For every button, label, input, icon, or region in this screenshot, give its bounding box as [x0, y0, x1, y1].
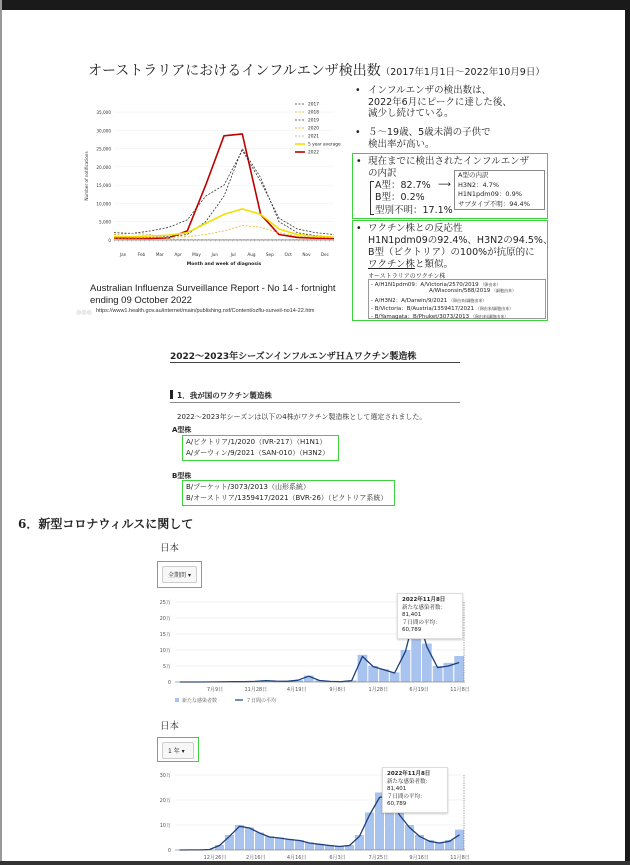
x-tick-label: Aug — [247, 252, 256, 257]
case-bar — [390, 672, 400, 682]
x-tick-label: 1月28日 — [368, 687, 389, 693]
a-h3n2: H3N2：4.7% — [458, 180, 500, 189]
x-tick-label: 2月16日 — [246, 855, 266, 861]
vaccine-subhead: 1．我が国のワクチン製造株 — [170, 390, 460, 403]
vaccine-strain-3: - A/H3N2：A/Darwin/9/2021 （卵由来/細胞由来） — [371, 298, 487, 304]
y-axis-label: Number of notifications — [84, 151, 89, 201]
section-divider — [170, 362, 460, 363]
type-a-strain-2: A/ダーウィン/9/2021（SAN-010）（H3N2） — [186, 449, 330, 457]
y-tick-label: 10万 — [159, 823, 171, 829]
vaccine-reactivity-box: • ワクチン株との反応性 H1N1pdm09の92.4%、H3N2の94.5%、 B型（ビクトリア）の100%が抗原的に ワクチン株と類似。 オーストラリアのワクチン株 - A/H1N1pdm09：A/Victoria/2570/2019 （卵由来） A/Wisconsin/588/2019 （細胞由来） - A/H3N2：A/Darwin/9/2021 （卵由来/細胞由来） - B/Victoria：B/Austria/1359417/2021 （卵由来/細胞由来） - B/Yamagata：B/Phuket/3073/2013 （卵由来/細胞由来） — [352, 220, 548, 321]
x-tick-label: Jul — [230, 252, 236, 257]
type-unknown-share: 型別不明：17.1% — [375, 205, 453, 216]
y-tick-label: 20万 — [159, 798, 171, 804]
vaccine-strain-2: A/Wisconsin/588/2019 （細胞由来） — [429, 288, 517, 294]
chart-caption: Australian Influenza Surveillance Report - No 14 - fortnight ending 09 October 2022 — [90, 283, 336, 306]
x-tick-label: Dec — [320, 252, 329, 257]
y-tick-label: 0 — [167, 680, 171, 686]
x-tick-label: 4月19日 — [286, 687, 307, 693]
type-a-heading: A型株 — [172, 426, 192, 434]
type-b-strain-1: B/プーケット/3073/2013（山形系統） — [186, 483, 310, 491]
y-tick-label: 30,000 — [96, 128, 111, 134]
type-a-share: A型：82.7% — [375, 180, 431, 191]
reactivity-line-2: H1N1pdm09の92.4%、H3N2の94.5%、 — [368, 235, 553, 246]
reactivity-line-3: B型（ビクトリア）の100%が抗原的に — [368, 247, 535, 258]
type-b-heading: B型株 — [172, 472, 192, 480]
series-line-2022 — [114, 134, 334, 239]
source-url: https://www1.health.gov.au/internet/main/publishing.nsf/Content/ozflu-surveil-no14-22.htm — [96, 308, 315, 314]
x-axis-label: Month and week of diagnosis — [186, 262, 262, 267]
y-tick-label: 20万 — [159, 616, 171, 622]
bottom-frame-bar — [0, 861, 630, 865]
aus-vaccine-title: オーストラリアのワクチン株 — [368, 273, 446, 280]
arrow-icon: ⟶ — [438, 180, 451, 190]
legend-label: 2018 — [308, 110, 319, 116]
type-a-strains-box — [182, 435, 339, 461]
influenza-chart — [80, 100, 355, 275]
a-unknown: サブタイプ不明：94.4% — [458, 199, 530, 208]
legend-label: 2020 — [308, 126, 319, 132]
x-tick-label: 9月16日 — [409, 855, 429, 861]
legend-label: 5 year average — [308, 142, 341, 148]
x-tick-label: 12月26日 — [203, 855, 227, 861]
x-tick-label: Jun — [211, 252, 219, 257]
x-tick-label: May — [192, 252, 201, 257]
y-tick-label: 25,000 — [96, 146, 111, 152]
case-bar — [368, 666, 378, 682]
x-tick-label: Mar — [155, 252, 164, 257]
type-b-share: B型：0.2% — [375, 192, 425, 203]
x-tick-label: Feb — [137, 252, 146, 257]
legend-label: 2017 — [308, 102, 319, 108]
vaccine-intro: 2022～2023年シーズンは以下の4株がワクチン製造株として選定されました。 — [177, 413, 427, 421]
series-line-5-year-average — [114, 209, 334, 237]
panel2-dropdown-highlight — [157, 737, 199, 762]
case-bar — [433, 666, 443, 682]
x-tick-label: 7月9日 — [206, 687, 224, 693]
vaccine-strain-5: - B/Yamagata：B/Phuket/3073/2013 （卵由来/細胞由来） — [371, 314, 509, 320]
case-bar — [454, 656, 464, 682]
panel2-country: 日本 — [160, 721, 180, 732]
case-bar — [245, 828, 254, 851]
y-tick-label: 15万 — [159, 632, 171, 638]
y-tick-label: 15,000 — [96, 183, 111, 189]
case-bar — [422, 644, 432, 682]
right-frame-bar — [625, 0, 630, 865]
case-bar — [285, 839, 294, 850]
period-dropdown-1y[interactable]: 1 年 ▾ — [162, 742, 194, 759]
legend-label: 2019 — [308, 118, 319, 124]
panel1-dropdown-highlight — [157, 561, 202, 588]
x-tick-label: 9月8日 — [329, 687, 346, 693]
period-dropdown[interactable]: 全期間 ▾ — [162, 566, 197, 583]
reactivity-line-4: ワクチン株と類似。 — [368, 259, 454, 270]
panel1-tooltip: 2022年11月8日 新たな感染者数：81,401 ７日間の平均：60,789 — [397, 593, 463, 639]
breakdown-heading: 現在までに検出されたインフルエンザ の内訳 — [368, 156, 530, 179]
legend-swatch-cases — [175, 698, 179, 702]
x-tick-label: 11月8日 — [450, 687, 470, 693]
legend-label: 新たな感染者数 — [182, 698, 218, 704]
breakdown-box: • 現在までに検出されたインフルエンザ の内訳 A型：82.7% B型：0.2% 型別不明：17.1% ⟶ A型の内訳 H3N2：4.7% H1N1pdm09：0.9% サブタイプ不明：94.4% — [352, 153, 548, 219]
case-bar — [275, 838, 284, 851]
legend-label: ７日間の平均 — [246, 698, 277, 704]
series-line-2017 — [114, 149, 334, 238]
a-h1n1: H1N1pdm09：0.9% — [458, 190, 522, 198]
legend-label: 2021 — [308, 134, 319, 140]
y-tick-label: 10万 — [159, 648, 171, 654]
type-b-strains-box — [182, 480, 395, 506]
x-tick-label: 11月28日 — [244, 687, 268, 693]
x-tick-label: 11月8日 — [450, 855, 470, 861]
vaccine-strain-4: - B/Victoria：B/Austria/1359417/2021 （卵由来/細胞由来） — [371, 306, 514, 312]
case-bar — [365, 813, 374, 851]
a-breakdown-title: A型の内訳 — [458, 171, 489, 179]
watermark: ◎◎◎ — [76, 309, 92, 316]
type-a-strain-1: A/ビクトリア/1/2020（IVR-217）（H1N1） — [186, 438, 327, 446]
x-tick-label: Nov — [302, 252, 311, 257]
top-frame-bar — [0, 0, 630, 10]
dropdown-caret-icon: ▾ — [187, 572, 191, 579]
y-tick-label: 5万 — [162, 664, 171, 670]
y-tick-label: 30万 — [159, 773, 171, 779]
x-tick-label: Oct — [284, 252, 292, 257]
type-b-strain-2: B/オーストリア/1359417/2021（BVR-26）（ビクトリア系統） — [186, 494, 388, 502]
vaccine-section-title: 2022～2023年シーズンインフルエンザＨＡワクチン製造株 — [170, 352, 417, 362]
x-tick-label: Apr — [174, 252, 182, 257]
case-bar — [255, 833, 264, 851]
x-tick-label: 6月3日 — [329, 855, 346, 861]
case-bar — [455, 830, 464, 850]
case-bar — [225, 835, 234, 850]
y-tick-label: 25万 — [159, 600, 171, 606]
y-tick-label: 5,000 — [99, 219, 111, 225]
x-tick-label: 4月16日 — [286, 855, 307, 861]
x-tick-label: Jan — [119, 252, 127, 257]
legend-label: 2022 — [308, 150, 319, 156]
case-bar — [265, 836, 274, 850]
reactivity-heading: ワクチン株との反応性 — [368, 223, 463, 234]
panel1-country: 日本 — [160, 543, 180, 554]
panel2-tooltip: 2022年11月8日 新たな感染者数：81,401 ７日間の平均：60,789 — [382, 767, 448, 813]
vaccine-strain-1: - A/H1N1pdm09：A/Victoria/2570/2019 （卵由来） — [371, 282, 501, 288]
y-tick-label: 35,000 — [96, 110, 111, 115]
y-tick-label: 0 — [108, 238, 111, 243]
y-tick-label: 10,000 — [96, 201, 111, 207]
case-bar — [405, 825, 414, 850]
y-tick-label: 20,000 — [96, 164, 111, 170]
case-bar — [355, 835, 364, 850]
x-tick-label: 6月19日 — [409, 687, 429, 693]
dropdown-caret-icon: ▾ — [181, 748, 185, 755]
covid-heading: 6．新型コロナウィルスに関して — [18, 517, 194, 531]
y-tick-label: 0 — [167, 848, 171, 854]
left-frame-line — [0, 0, 2, 865]
x-tick-label: Sep — [265, 252, 274, 257]
page-title: オーストラリアにおけるインフルエンザ検出数（2017年1月1日～2022年10月9日） — [88, 63, 545, 79]
case-bar — [401, 650, 411, 682]
x-tick-label: 7月25日 — [368, 855, 389, 861]
